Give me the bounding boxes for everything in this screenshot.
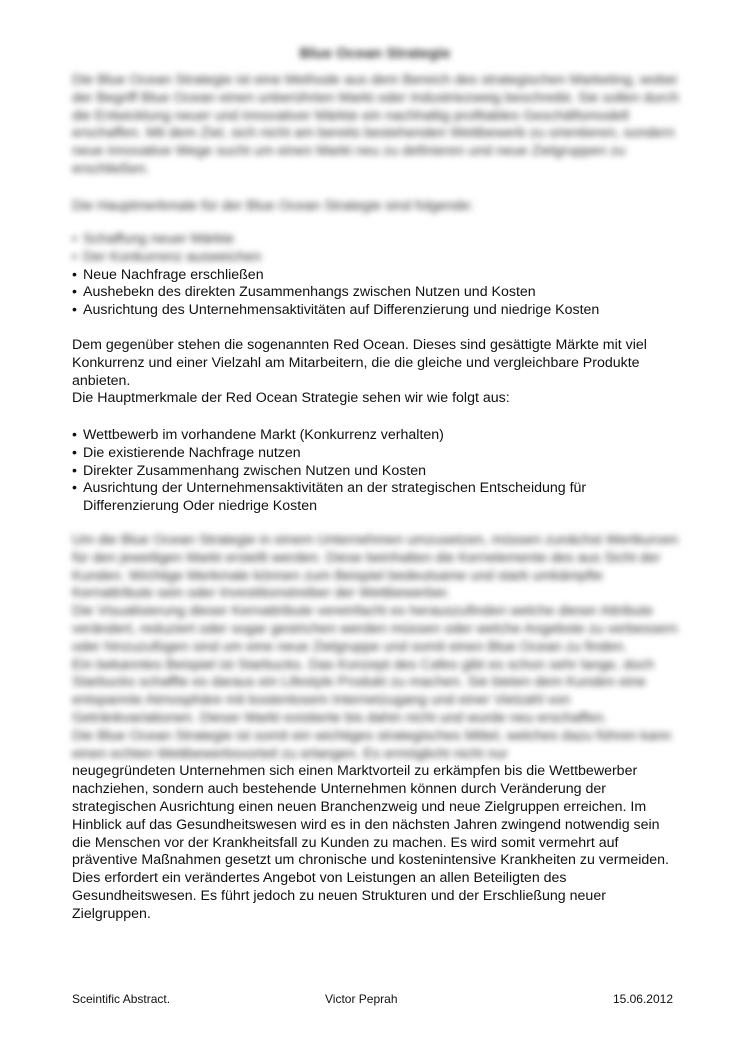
list-item: • Direkter Zusammenhang zwischen Nutzen und Kosten (72, 463, 682, 481)
red-features-list (72, 427, 682, 516)
blue-features-list (72, 231, 682, 320)
intro-paragraph-text: Die Blue Ocean Strategie ist eine Methode aus dem Bereich des strategischen Marketing, wobei der Begriff Blue Ocean einen unberührten Markt oder Industriezweig beschreibt. Sie sollen durch die Entwicklung neuer und innovativer Märkte ein nachhaltig profitables Geschäftsmodell erschaffen. Mit dem Ziel, sich nicht am bereits bestehenden Wettbewerb zu orientieren, sondern neue innovative Wege sucht um einen Markt neu zu definieren und neue Zielgruppen zu erschließen. (72, 72, 679, 177)
list-item: • Aushebekn des direkten Zusammenhangs zwischen Nutzen und Kosten (72, 284, 682, 302)
closing-paragraph: neugegründeten Unternehmen sich einen Marktvorteil zu erkämpfen bis die Wettbewerber nachziehen, sondern auch bestehende Unternehmen können durch Veränderung der strategischen Ausrichtung einen neuen Branchenzweig und neue Zielgruppen erreichen. Im Hinblick auf das Gesundheitswesen wird es in den nächsten Jahren zwingend notwendig sein die Menschen vor der Krankheitsfall zu Kunden zu machen. Es wird somit vermehrt auf präventive Maßnahmen gesetzt um chronische und kostenintensive Krankheiten zu vermeiden. Dies erfordert ein verändertes Angebot von Leistungen an allen Beteiligten des Gesundheitswesen. Es führt jedoch zu neuen Strukturen und der Erschließung neuer Zielgruppen. (72, 763, 669, 922)
list-item: • Schaffung neuer Märkte (72, 231, 682, 249)
red-ocean-intro: Die Hauptmerkmale der Red Ocean Strategie sehen wir wie folgt aus: (72, 390, 510, 407)
list-item: • Ausrichtung des Unternehmensaktivitäten auf Differenzierung und niedrige Kosten (72, 302, 682, 320)
blue-features-intro-text: Die Hauptmerkmale für der Blue Ocean Strategie sind folgende: (72, 198, 474, 214)
paragraph: Die Blue Ocean Strategie ist somit ein wichtiges strategisches Mittel, welches dazu führen kann einen echten Wettbewerbsvorteil zu erlangen. Es ermöglicht nicht nur (72, 727, 672, 762)
blue-features-intro (72, 198, 682, 216)
paragraph: Die Visualisierung dieser Kernattribute vereinfacht es herauszufinden welche dieser Attribute verändert, reduziert oder sogar gestrichen werden müssen oder welche Angebote zu verbessern oder hinzuzufügen sind um eine neue Zielgruppe und somit einen Blue Ocean zu finden. (72, 603, 678, 655)
implementation-section (72, 532, 682, 924)
intro-paragraph (72, 72, 682, 179)
blurred-text-block (72, 532, 682, 763)
red-ocean-paragraph: Dem gegenüber stehen die sogenannten Red Ocean. Dieses sind gesättigte Märkte mit viel Konkurrenz und einer Vielzahl am Mitarbeitern, die die gleiche und vergleichbare Produkte anbieten. (72, 337, 647, 389)
list-item: • Wettbewerb im vorhandene Markt (Konkurrenz verhalten) (72, 427, 682, 445)
list-item: • Ausrichtung der Unternehmensaktivitäten an der strategischen Entscheidung für Differenzierung Oder niedrige Kosten (72, 480, 682, 516)
list-item: • Die existierende Nachfrage nutzen (72, 445, 682, 463)
footer-author: Victor Peprah (325, 992, 398, 1006)
footer-left: Sceintific Abstract. (72, 992, 171, 1006)
list-item: • Neue Nachfrage erschließen (72, 267, 682, 285)
red-ocean-section (72, 337, 682, 408)
list-item: • Der Konkurrenz ausweichen (72, 249, 682, 267)
paragraph: Ein bekanntes Beispiel ist Starbucks. Das Konzept des Cafes gibt es schon sehr lange, doch Starbucks schaffte es daraus ein Lifestyle Produkt zu machen. Sie bieten dem Kunden eine entspannte Atmosphäre mit kostenlosem Internetzugang und einer Vielzahl von Getränkvariationen. Dieser Markt existierte bis dahin nicht und wurde neu erschaffen. (72, 656, 655, 726)
paragraph: Um die Blue Ocean Strategie in einem Unternehmen umzusetzen, müssen zunächst Wertkurven für den jeweiligen Markt erstellt werden. Diese beinhalten die Kernelemente des aus Sicht der Kunden. Wichtige Merkmale können zum Beispiel bedeutsame und stark umkämpfte Kernattribute sein oder Investitionstreiber der Wettbewerber. (72, 532, 679, 602)
footer-date: 15.06.2012 (612, 992, 673, 1006)
document-title: Blue Ocean Strategie (299, 45, 451, 62)
